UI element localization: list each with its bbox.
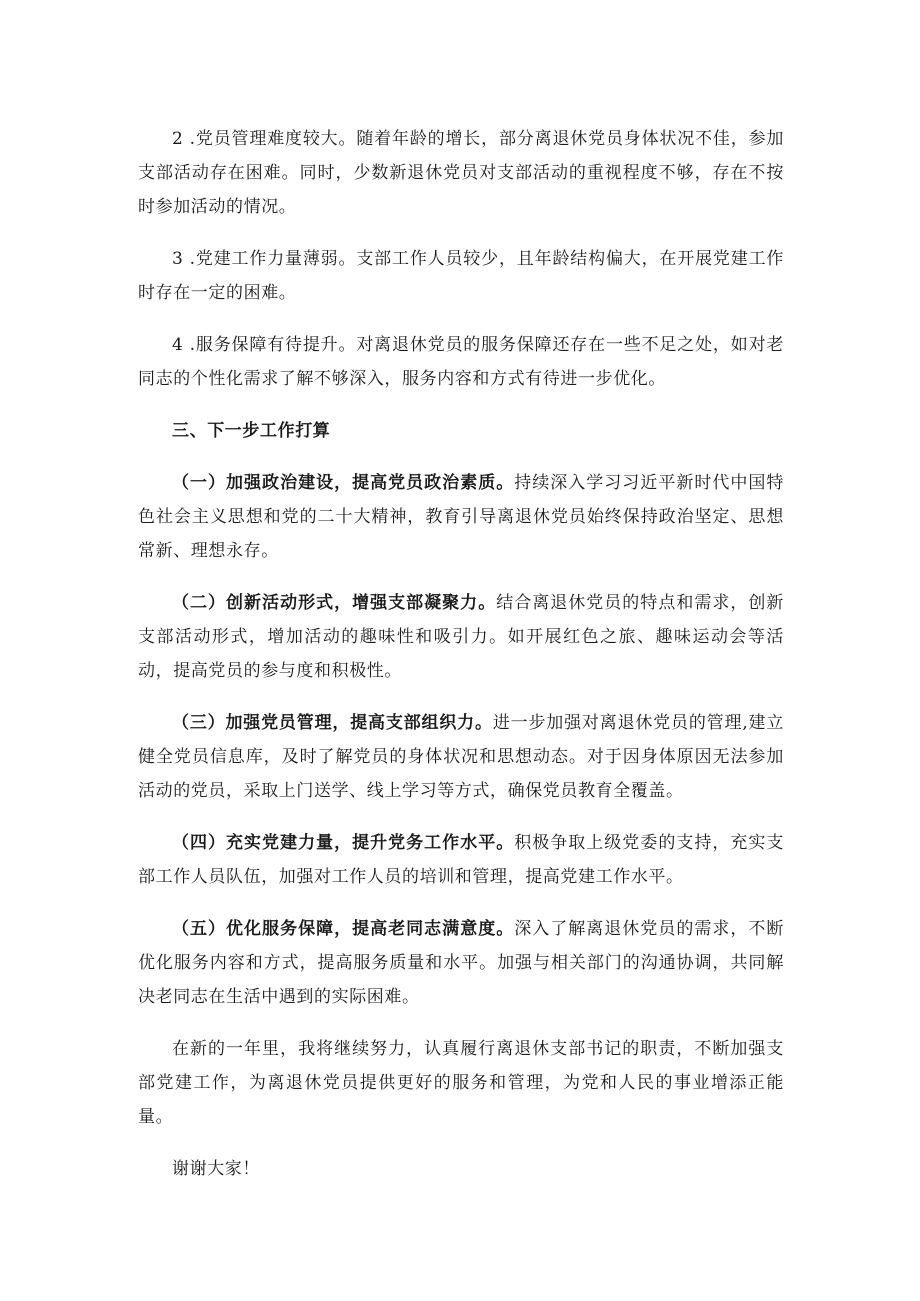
plan-heading: （二）创新活动形式，增强支部凝聚力。 [172,593,497,613]
section-heading-next-steps: 三、下一步工作打算 [172,421,331,441]
plan-body: 深入了解离退休党员的需求，不断优化服务内容和方式，提高服务质量和水平。加强与相关部门的沟通协调，共同解决老同志在生活中遇到的实际困难。 [138,919,785,1007]
problem-number: 4 [172,335,184,355]
plan-body: 进一步加强对离退休党员的管理,建立健全党员信息库，及时了解党员的身体状况和思想动态。对于因身体原因无法参加活动的党员，采取上门送学、线上学习等方式，确保党员教育全覆盖。 [138,713,784,801]
problem-item-3 [0,242,920,310]
plan-item-1 [0,466,920,568]
plan-heading: （五）优化服务保障，提高老同志满意度。 [172,919,515,939]
plan-body: 积极争取上级党委的支持，充实支部工作人员队伍，加强对工作人员的培训和管理，提高党建工作水平。 [138,833,785,887]
problem-number: 2 [172,129,184,149]
problem-text: .党建工作力量薄弱。支部工作人员较少，且年龄结构偏大，在开展党建工作时存在一定的困难。 [138,249,784,303]
problem-number: 3 [172,249,184,269]
plan-heading: （三）加强党员管理，提高支部组织力。 [172,713,493,733]
plan-item-4 [0,826,920,894]
problem-item-4 [0,328,920,396]
problem-text: .服务保障有待提升。对离退休党员的服务保障还存在一些不足之处，如对老同志的个性化需求了解不够深入，服务内容和方式有待进一步优化。 [138,335,784,389]
plan-item-2 [0,586,920,688]
plan-body: 持续深入学习习近平新时代中国特色社会主义思想和党的二十大精神，教育引导离退休党员始终保持政治坚定、思想常新、理想永存。 [138,473,785,561]
plan-item-3 [0,706,920,808]
closing-line: 谢谢大家！ [172,1159,260,1179]
conclusion-paragraph: 在新的一年里，我将继续努力，认真履行离退休支部书记的职责，不断加强支部党建工作，为离退休党员提供更好的服务和管理，为党和人民的事业增添正能量。 [138,1039,784,1127]
plan-heading: （四）充实党建力量，提升党务工作水平。 [172,833,515,853]
plan-heading: （一）加强政治建设，提高党员政治素质。 [172,473,515,493]
plan-item-5 [0,912,920,1014]
problem-text: .党员管理难度较大。随着年龄的增长，部分离退休党员身体状况不佳，参加支部活动存在困难。同时，少数新退休党员对支部活动的重视程度不够，存在不按时参加活动的情况。 [138,129,784,217]
plan-body: 结合离退休党员的特点和需求，创新支部活动形式，增加活动的趣味性和吸引力。如开展红色之旅、趣味运动会等活动，提高党员的参与度和积极性。 [138,593,784,681]
problem-item-2 [0,122,920,224]
